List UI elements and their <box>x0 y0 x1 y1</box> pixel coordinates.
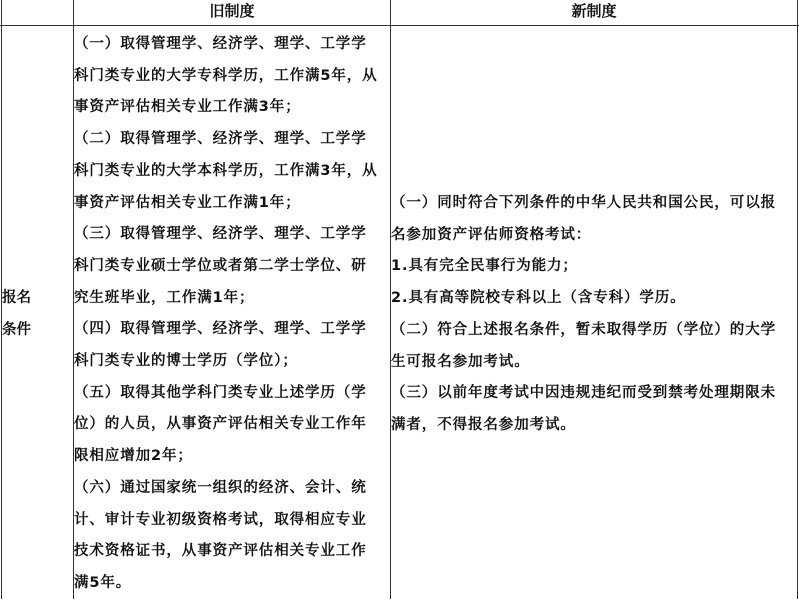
text-line: 名参加资产评估师资格考试： <box>391 226 592 243</box>
text-line: 计、审计专业初级资格考试，取得相应专业 <box>74 511 367 528</box>
header-new-system: 新制度 <box>571 2 617 20</box>
text-line: 事资产评估相关专业工作满1年； <box>74 194 301 211</box>
text-line: （六）通过国家统一组织的经济、会计、统 <box>74 479 367 496</box>
text-line: 科门类专业的博士学历（学位）； <box>74 353 298 370</box>
text-line: （三）取得管理学、经济学、理学、工学学 <box>74 226 367 243</box>
text-line: （三）以前年度考试中因违规违纪而受到禁考处理期限未 <box>391 385 776 402</box>
text-line: （五）取得其他学科门类专业上述学历（学 <box>74 384 367 401</box>
row-label <box>2 283 31 346</box>
row-label-line: 条件 <box>2 321 31 338</box>
text-line: 1.具有完全民事行为能力； <box>391 258 578 275</box>
old-system-cell <box>74 29 378 600</box>
text-line: （二）取得管理学、经济学、理学、工学学 <box>74 131 367 148</box>
row-label-line: 报名 <box>2 290 31 306</box>
text-line: 科门类专业的大学专科学历，工作满5年，从 <box>74 67 378 84</box>
text-line: 生可报名参加考试。 <box>391 353 530 370</box>
text-line: （二）符合上述报名条件，暂未取得学历（学位）的大学 <box>391 321 776 338</box>
text-line: 2.具有高等院校专科以上（含专科）学历。 <box>391 290 686 307</box>
text-line: （一）同时符合下列条件的中华人民共和国公民，可以报 <box>391 195 776 211</box>
text-line: 科门类专业的大学本科学历，工作满3年，从 <box>74 162 378 179</box>
text-line: 满5年。 <box>74 574 132 591</box>
text-line: 满者，不得报名参加考试。 <box>391 416 576 433</box>
header-old-system: 旧制度 <box>209 2 255 20</box>
header-divider <box>0 25 799 26</box>
text-line: （四）取得管理学、经济学、理学、工学学 <box>74 321 367 338</box>
table-border-right <box>797 0 798 599</box>
text-line: 究生班毕业，工作满1年； <box>74 289 255 306</box>
text-line: 事资产评估相关专业工作满3年； <box>74 99 301 116</box>
text-line: 技术资格证书，从事资产评估相关专业工作 <box>74 543 367 560</box>
text-line: 位）的人员，从事资产评估相关专业工作年 <box>74 416 367 433</box>
text-line: （一）取得管理学、经济学、理学、工学学 <box>74 36 367 52</box>
text-line: 限相应增加2年； <box>74 448 193 465</box>
new-system-cell <box>391 188 776 442</box>
text-line: 科门类专业硕士学位或者第二学士学位、研 <box>74 257 367 274</box>
